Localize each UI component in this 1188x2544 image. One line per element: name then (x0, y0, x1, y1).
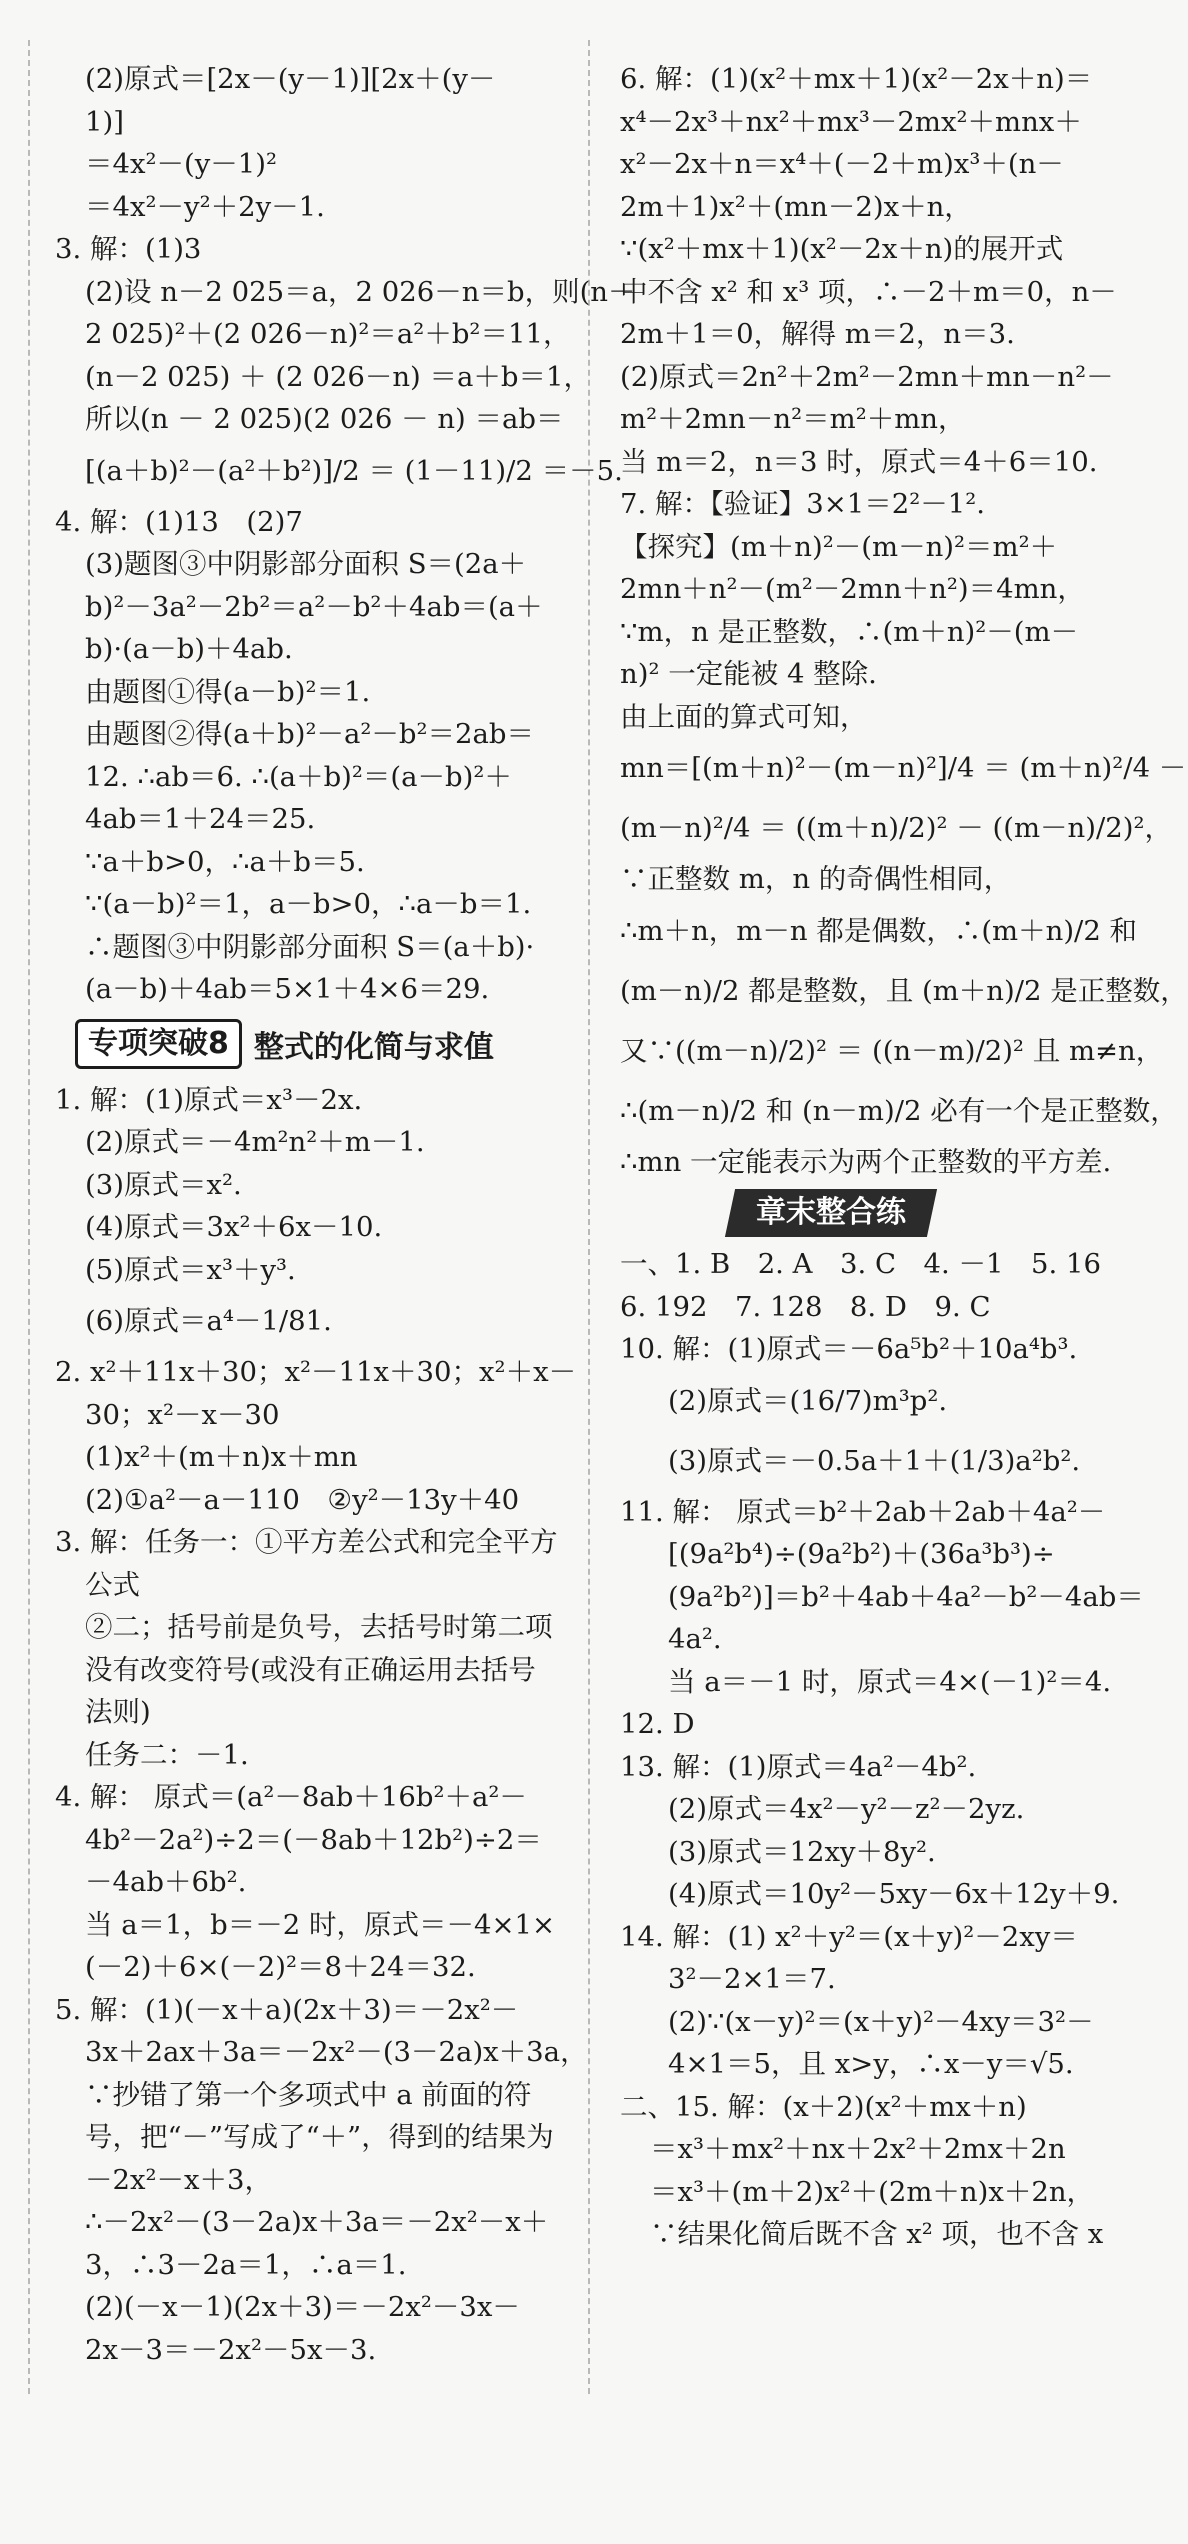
question-10-head: 10. 解：(1)原式＝－6a⁵b²＋10a⁴b³. (620, 1333, 1078, 1365)
text-line: 没有改变符号(或没有正确运用去括号 (85, 1653, 536, 1686)
text-line: (2)原式＝[2x－(y－1)][2x＋(y－ (85, 63, 496, 95)
fraction-line: mn＝[(m＋n)²－(m－n)²]/4 ＝ (m＋n)²/4 － (620, 752, 1187, 784)
right-column (620, 58, 1188, 2256)
text-line: 当 a＝1，b＝－2 时，原式＝－4×1× (85, 1908, 556, 1941)
item-5-head: 5. 解：(1)(－x＋a)(2x＋3)＝－2x²－ (55, 1993, 519, 2026)
text-line: (3)题图③中阴影部分面积 S＝(2a＋ (85, 548, 527, 580)
text-line: ∵正整数 m，n 的奇偶性相同， (620, 863, 1012, 895)
text-line: n)² 一定能被 4 整除. (620, 658, 877, 690)
text-line: ＝4x²－(y－1)² (85, 148, 278, 180)
text-line: b)·(a－b)＋4ab. (85, 633, 293, 665)
fraction-line: (2)原式＝(16/7)m³p². (668, 1384, 948, 1417)
text-line: 当 a＝－1 时，原式＝4×(－1)²＝4. (668, 1665, 1112, 1698)
left-column (55, 58, 636, 2371)
section-title: 整式的化简与求值 (253, 1029, 494, 1065)
left-margin-line (28, 40, 30, 2394)
item-1-head: 1. 解：(1)原式＝x³－2x. (55, 1083, 363, 1116)
text-line: ∵m，n 是正整数，∴(m＋n)²－(m－ (620, 615, 1079, 648)
section-header (75, 1019, 570, 1069)
text-line: (9a²b²)]＝b²＋4ab＋4a²－b²－4ab＝ (668, 1580, 1144, 1613)
text-line: (－2)＋6×(－2)²＝8＋24＝32. (85, 1951, 476, 1983)
text-line: 当 m＝2，n＝3 时，原式＝4＋6＝10. (620, 445, 1098, 478)
question-4-head: 4. 解：(1)13 (2)7 (55, 505, 303, 538)
text-line: ∵抄错了第一个多项式中 a 前面的符 (85, 2078, 532, 2111)
text-line: －4ab＋6b². (85, 1866, 247, 1898)
text-line: b)²－3a²－2b²＝a²－b²＋4ab＝(a＋ (85, 590, 543, 623)
text-line: (3)原式＝12xy＋8y². (668, 1835, 936, 1868)
text-line: 中不含 x² 和 x³ 项，∴－2＋m＝0，n－ (620, 275, 1117, 308)
text-line: ＝4x²－y²＋2y－1. (85, 190, 325, 223)
text-line: (2)①a²－a－110 ②y²－13y＋40 (85, 1483, 520, 1516)
text-line: 任务二：－1. (85, 1738, 249, 1771)
text-line: ∴－2x²－(3－2a)x＋3a＝－2x²－x＋ (85, 2206, 549, 2238)
text-line: ②二；括号前是负号，去括号时第二项 (85, 1611, 553, 1643)
question-12: 12. D (620, 1708, 695, 1740)
text-line: ∵(x²＋mx＋1)(x²－2x＋n)的展开式 (620, 233, 1064, 265)
text-line: －2x²－x＋3， (85, 2163, 273, 2196)
text-line: (2)原式＝－4m²n²＋m－1. (85, 1126, 425, 1158)
question-3-head: 3. 解：(1)3 (55, 233, 202, 265)
item-2-head: 2. x²＋11x＋30；x²－11x＋30；x²＋x－ (55, 1356, 577, 1388)
fraction-line: (m－n)/2 都是整数，且 (m＋n)/2 是正整数， (620, 974, 1188, 1007)
text-line: 由上面的算式可知， (620, 700, 868, 733)
fraction-line: (6)原式＝a⁴－1/81. (85, 1305, 332, 1337)
question-11-head: 11. 解： 原式＝b²＋2ab＋2ab＋4a²－ (620, 1495, 1106, 1528)
item-4-head: 4. 解： 原式＝(a²－8ab＋16b²＋a²－ (55, 1781, 527, 1813)
text-line: ＝x³＋(m＋2)x²＋(2m＋n)x＋2n， (650, 2175, 1095, 2208)
text-line: 4×1＝5，且 x>y，∴x－y＝√5. (668, 2048, 1074, 2080)
chapter-banner (725, 1189, 937, 1237)
text-line: 公式 (85, 1568, 140, 1601)
text-line: (2)设 n－2 025＝a，2 026－n＝b，则(n－ (85, 275, 636, 308)
text-line: 所以(n － 2 025)(2 026 － n) ＝ab＝ (85, 403, 564, 435)
text-line: ∵(a－b)²＝1，a－b>0，∴a－b＝1. (85, 888, 532, 920)
text-line: x⁴－2x³＋nx²＋mx³－2mx²＋mnx＋ (620, 105, 1082, 138)
text-line: (4)原式＝10y²－5xy－6x＋12y＋9. (668, 1878, 1120, 1910)
text-line: 2m＋1＝0，解得 m＝2，n＝3. (620, 318, 1015, 350)
fraction-line: ∴(m－n)/2 和 (n－m)/2 必有一个是正整数， (620, 1094, 1178, 1127)
question-6-head: 6. 解：(1)(x²＋mx＋1)(x²－2x＋n)＝ (620, 63, 1093, 95)
text-line: 由题图①得(a－b)²＝1. (85, 675, 371, 708)
text-line: (n－2 025) ＋ (2 026－n) ＝a＋b＝1， (85, 360, 592, 393)
text-line: 4b²－2a²)÷2＝(－8ab＋12b²)÷2＝ (85, 1823, 542, 1856)
text-line: 2m＋1)x²＋(mn－2)x＋n， (620, 190, 972, 223)
text-line: 法则) (85, 1696, 151, 1728)
text-line: 2x－3＝－2x²－5x－3. (85, 2333, 377, 2366)
fraction-line: (3)原式＝－0.5a＋1＋(1/3)a²b². (668, 1444, 1081, 1477)
text-line: (5)原式＝x³＋y³. (85, 1253, 296, 1286)
question-13-head: 13. 解：(1)原式＝4a²－4b². (620, 1750, 977, 1783)
question-15-head: 二、15. 解：(x＋2)(x²＋mx＋n) (620, 2090, 1027, 2123)
text-line: 4a². (668, 1623, 722, 1655)
question-7-head: 7. 解：【验证】3×1＝2²－1². (620, 488, 986, 520)
text-line: ∵结果化简后既不含 x² 项，也不含 x (650, 2218, 1104, 2250)
text-line: ∴mn 一定能表示为两个正整数的平方差. (620, 1145, 1112, 1178)
text-line: (4)原式＝3x²＋6x－10. (85, 1211, 383, 1243)
text-line: 3，∴3－2a＝1，∴a＝1. (85, 2248, 407, 2281)
text-line: (2)(－x－1)(2x＋3)＝－2x²－3x－ (85, 2291, 520, 2323)
text-line: 号，把“－”写成了“＋”，得到的结果为 (85, 2121, 554, 2153)
fraction-line: [(a＋b)²－(a²＋b²)]/2 ＝ (1－11)/2 ＝－5. (85, 454, 623, 487)
fraction-line: ∴m＋n，m－n 都是偶数，∴(m＋n)/2 和 (620, 914, 1138, 947)
text-line: 由题图②得(a＋b)²－a²－b²＝2ab＝ (85, 718, 535, 750)
text-line: 12. ∴ab＝6. ∴(a＋b)²＝(a－b)²＋ (85, 760, 512, 793)
chapter-title: 章末整合练 (756, 1195, 906, 1230)
text-line: (2)原式＝2n²＋2m²－2mn＋mn－n²－ (620, 360, 1114, 393)
item-3-head: 3. 解：任务一：①平方差公式和完全平方 (55, 1526, 558, 1558)
text-line: ＝x³＋mx²＋nx＋2x²＋2mx＋2n (650, 2133, 1066, 2165)
text-line: 3x＋2ax＋3a＝－2x²－(3－2a)x＋3a， (85, 2036, 588, 2068)
text-line: [(9a²b⁴)÷(9a²b²)＋(36a³b³)÷ (668, 1538, 1055, 1570)
fraction-line: (m－n)²/4 ＝ ((m＋n)/2)² － ((m－n)/2)²， (620, 812, 1172, 844)
text-line: 3²－2×1＝7. (668, 1963, 836, 1995)
text-line: (a－b)＋4ab＝5×1＋4×6＝29. (85, 973, 490, 1005)
text-line: ∴题图③中阴影部分面积 S＝(a＋b)· (85, 930, 535, 963)
text-line: (2)原式＝4x²－y²－z²－2yz. (668, 1793, 1025, 1825)
text-line: 1)] (85, 105, 124, 138)
text-line: (3)原式＝x². (85, 1168, 242, 1201)
text-line: (1)x²＋(m＋n)x＋mn (85, 1441, 358, 1473)
question-14-head: 14. 解：(1) x²＋y²＝(x＋y)²－2xy＝ (620, 1920, 1078, 1953)
text-line: 2 025)²＋(2 026－n)²＝a²＋b²＝11， (85, 318, 571, 350)
text-line: 2mn＋n²－(m²－2mn＋n²)＝4mn， (620, 573, 1085, 605)
text-line: m²＋2mn－n²＝m²＋mn， (620, 403, 966, 435)
text-line: 30；x²－x－30 (85, 1398, 280, 1431)
section-tag: 专项突破8 (75, 1019, 242, 1069)
choice-answers-2: 6. 192 7. 128 8. D 9. C (620, 1290, 991, 1323)
text-line: x²－2x＋n＝x⁴＋(－2＋m)x³＋(n－ (620, 148, 1064, 180)
choice-answers-1: 一、1. B 2. A 3. C 4. －1 5. 16 (620, 1248, 1101, 1280)
fraction-line: 又∵((m－n)/2)² ＝ ((n－m)/2)² 且 m≠n， (620, 1034, 1164, 1067)
text-line: 【探究】(m＋n)²－(m－n)²＝m²＋ (620, 530, 1058, 563)
text-line: ∵a＋b>0，∴a＋b＝5. (85, 845, 365, 878)
text-line: (2)∵(x－y)²＝(x＋y)²－4xy＝3²－ (668, 2005, 1094, 2038)
text-line: 4ab＝1＋24＝25. (85, 803, 316, 835)
